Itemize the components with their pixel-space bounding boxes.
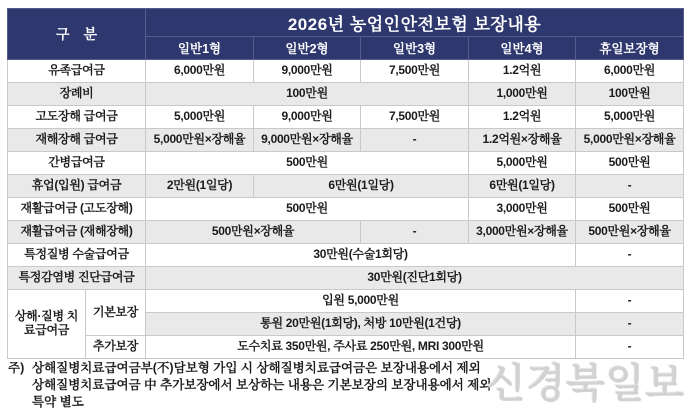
value-cell: - <box>576 313 684 336</box>
row-header-cell: 추가보장 <box>86 336 146 359</box>
row-header-cell: 재활급여금 (고도장해) <box>8 198 146 221</box>
value-cell: 1,000만원 <box>469 83 576 106</box>
header-row-title <box>8 9 684 37</box>
table-row <box>8 267 684 290</box>
table-row <box>8 175 684 198</box>
value-cell: - <box>361 221 469 244</box>
table-row <box>8 244 684 267</box>
value-cell: 500만원 <box>146 198 469 221</box>
table-row <box>8 83 684 106</box>
table-row <box>8 129 684 152</box>
table-header <box>8 9 684 60</box>
row-header-cell: 재활급여금 (재해장해) <box>8 221 146 244</box>
value-cell: 5,000만원 <box>146 106 254 129</box>
table-row <box>8 290 684 313</box>
value-cell: 100만원 <box>146 83 469 106</box>
row-header-cell: 장례비 <box>8 83 146 106</box>
value-cell: 30만원(수술1회당) <box>146 244 576 267</box>
value-cell: 통원 20만원(1회당), 처방 10만원(1건당) <box>146 313 576 336</box>
column-header-plan4: 일반4형 <box>469 37 576 60</box>
corner-header: 구 분 <box>8 9 146 60</box>
watermark-text: 신경북일보 <box>487 362 686 406</box>
footnote-marker: 주) <box>8 361 25 375</box>
value-cell: 500만원×장해율 <box>576 221 684 244</box>
value-cell: 5,000만원×장해율 <box>146 129 254 152</box>
value-cell: 3,000만원 <box>469 198 576 221</box>
row-header-cell: 고도장해 급여금 <box>8 106 146 129</box>
column-header-plan1: 일반1형 <box>146 37 254 60</box>
row-header-cell: 유족급여금 <box>8 60 146 83</box>
value-cell: 1.2억원 <box>469 106 576 129</box>
value-cell: 6,000만원 <box>576 60 684 83</box>
table-body <box>8 60 684 359</box>
value-cell: 1.2억원 <box>469 60 576 83</box>
value-cell: 500만원 <box>146 152 469 175</box>
column-header-plan2: 일반2형 <box>254 37 361 60</box>
column-header-plan3: 일반3형 <box>361 37 469 60</box>
value-cell: 5,000만원×장해율 <box>576 129 684 152</box>
value-cell: 500만원 <box>576 152 684 175</box>
coverage-table <box>7 8 684 359</box>
value-cell: 5,000만원 <box>469 152 576 175</box>
value-cell: 입원 5,000만원 <box>146 290 576 313</box>
value-cell: 6만원(1일당) <box>469 175 576 198</box>
table-row <box>8 152 684 175</box>
row-header-cell: 휴업(입원) 급여금 <box>8 175 146 198</box>
row-header-cell: 간병급여금 <box>8 152 146 175</box>
value-cell: 6만원(1일당) <box>254 175 469 198</box>
footnote-line: 특약 별도 <box>32 395 84 409</box>
footnote-line: 상해질병치료급여금부(不)담보형 가입 시 상해질병치료급여금은 보장내용에서 제외 <box>32 361 481 375</box>
value-cell: 30만원(진단1회당) <box>146 267 684 290</box>
value-cell: 7,500만원 <box>361 60 469 83</box>
row-header-cell: 기본보장 <box>86 290 146 336</box>
value-cell: 9,000만원×장해율 <box>254 129 361 152</box>
value-cell: 1.2억원×장해율 <box>469 129 576 152</box>
table-row <box>8 60 684 83</box>
value-cell: 7,500만원 <box>361 106 469 129</box>
coverage-table-container <box>7 8 683 359</box>
table-row <box>8 106 684 129</box>
table-row <box>8 221 684 244</box>
footnote-lines <box>32 360 491 411</box>
value-cell: 3,000만원×장해율 <box>469 221 576 244</box>
value-cell: - <box>576 244 684 267</box>
value-cell: 도수치료 350만원, 주사료 250만원, MRI 300만원 <box>146 336 576 359</box>
value-cell: 2만원(1일당) <box>146 175 254 198</box>
row-header-cell: 특정질병 수술급여금 <box>8 244 146 267</box>
footnote <box>8 360 568 411</box>
value-cell: 500만원×장해율 <box>146 221 361 244</box>
table-row <box>8 198 684 221</box>
footnote-line: 상해질병치료급여금 中 추가보장에서 보상하는 내용은 기본보장의 보장내용에서 제외 <box>32 378 492 392</box>
value-cell: 5,000만원 <box>576 106 684 129</box>
row-header-cell: 특정감염병 진단급여금 <box>8 267 146 290</box>
value-cell: 100만원 <box>576 83 684 106</box>
value-cell: - <box>576 175 684 198</box>
value-cell: 6,000만원 <box>146 60 254 83</box>
row-header-cell: 상해·질병 치료급여금 <box>8 290 86 359</box>
column-header-holiday: 휴일보장형 <box>576 37 684 60</box>
value-cell: - <box>576 290 684 313</box>
row-header-cell: 재해장해 급여금 <box>8 129 146 152</box>
value-cell: - <box>361 129 469 152</box>
value-cell: 9,000만원 <box>254 60 361 83</box>
table-title: 2026년 농업인안전보험 보장내용 <box>146 9 684 37</box>
value-cell: 500만원 <box>576 198 684 221</box>
value-cell: 9,000만원 <box>254 106 361 129</box>
value-cell: - <box>576 336 684 359</box>
